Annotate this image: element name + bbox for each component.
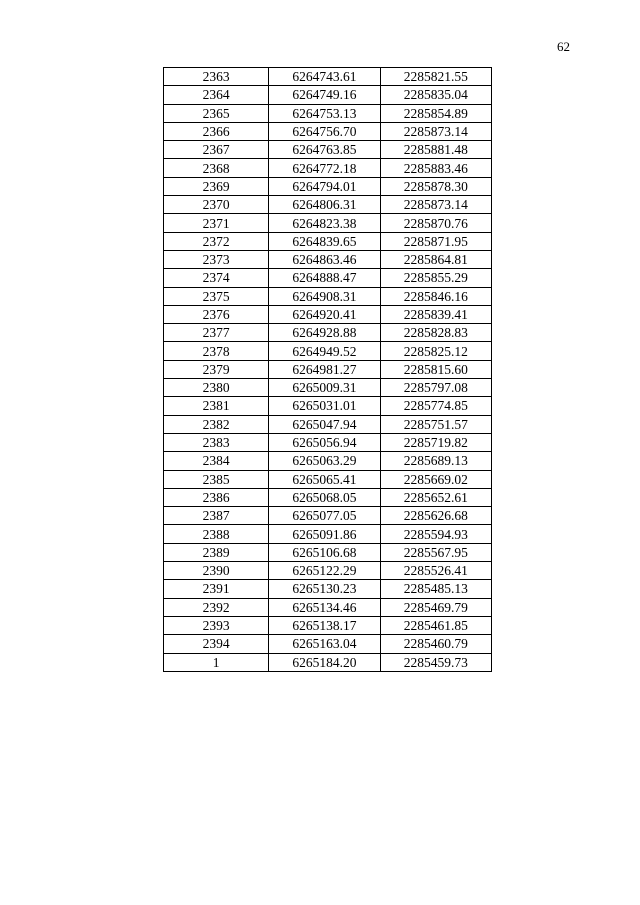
table-row: [164, 122, 492, 140]
table-row: [164, 470, 492, 488]
table-row: [164, 507, 492, 525]
x-coordinate-cell: 6264908.31: [269, 287, 380, 305]
x-coordinate-cell: 6264806.31: [269, 196, 380, 214]
y-coordinate-cell: 2285460.79: [380, 635, 491, 653]
x-coordinate-cell: 6265134.46: [269, 598, 380, 616]
table-row: [164, 159, 492, 177]
y-coordinate-cell: 2285485.13: [380, 580, 491, 598]
y-coordinate-cell: 2285669.02: [380, 470, 491, 488]
x-coordinate-cell: 6265077.05: [269, 507, 380, 525]
point-number-cell: 2389: [164, 543, 269, 561]
point-number-cell: 1: [164, 653, 269, 671]
point-number-cell: 2384: [164, 452, 269, 470]
table-row: [164, 525, 492, 543]
point-number-cell: 2366: [164, 122, 269, 140]
x-coordinate-cell: 6264823.38: [269, 214, 380, 232]
y-coordinate-cell: 2285652.61: [380, 488, 491, 506]
table-row: [164, 214, 492, 232]
point-number-cell: 2377: [164, 324, 269, 342]
page-number: 62: [557, 39, 570, 54]
x-coordinate-cell: 6265122.29: [269, 562, 380, 580]
y-coordinate-cell: 2285878.30: [380, 177, 491, 195]
x-coordinate-cell: 6265009.31: [269, 379, 380, 397]
point-number-cell: 2371: [164, 214, 269, 232]
table-row: [164, 562, 492, 580]
point-number-cell: 2372: [164, 232, 269, 250]
table-row: [164, 196, 492, 214]
x-coordinate-cell: 6265091.86: [269, 525, 380, 543]
table-row: [164, 415, 492, 433]
x-coordinate-cell: 6264863.46: [269, 250, 380, 268]
table-row: [164, 250, 492, 268]
x-coordinate-cell: 6264888.47: [269, 269, 380, 287]
point-number-cell: 2385: [164, 470, 269, 488]
y-coordinate-cell: 2285751.57: [380, 415, 491, 433]
x-coordinate-cell: 6264772.18: [269, 159, 380, 177]
point-number-cell: 2391: [164, 580, 269, 598]
x-coordinate-cell: 6264949.52: [269, 342, 380, 360]
point-number-cell: 2375: [164, 287, 269, 305]
y-coordinate-cell: 2285821.55: [380, 68, 491, 86]
point-number-cell: 2390: [164, 562, 269, 580]
y-coordinate-cell: 2285873.14: [380, 196, 491, 214]
table-row: [164, 433, 492, 451]
table-row: [164, 635, 492, 653]
x-coordinate-cell: 6265184.20: [269, 653, 380, 671]
table-row: [164, 653, 492, 671]
y-coordinate-cell: 2285594.93: [380, 525, 491, 543]
point-number-cell: 2373: [164, 250, 269, 268]
table-row: [164, 269, 492, 287]
table-row: [164, 177, 492, 195]
y-coordinate-cell: 2285461.85: [380, 616, 491, 634]
x-coordinate-cell: 6265047.94: [269, 415, 380, 433]
x-coordinate-cell: 6264753.13: [269, 104, 380, 122]
y-coordinate-cell: 2285881.48: [380, 141, 491, 159]
x-coordinate-cell: 6264794.01: [269, 177, 380, 195]
table-row: [164, 324, 492, 342]
point-number-cell: 2369: [164, 177, 269, 195]
table-row: [164, 104, 492, 122]
y-coordinate-cell: 2285846.16: [380, 287, 491, 305]
y-coordinate-cell: 2285774.85: [380, 397, 491, 415]
point-number-cell: 2394: [164, 635, 269, 653]
y-coordinate-cell: 2285873.14: [380, 122, 491, 140]
point-number-cell: 2382: [164, 415, 269, 433]
point-number-cell: 2386: [164, 488, 269, 506]
table-row: [164, 287, 492, 305]
point-number-cell: 2380: [164, 379, 269, 397]
point-number-cell: 2379: [164, 360, 269, 378]
point-number-cell: 2387: [164, 507, 269, 525]
point-number-cell: 2392: [164, 598, 269, 616]
y-coordinate-cell: 2285526.41: [380, 562, 491, 580]
point-number-cell: 2381: [164, 397, 269, 415]
table-row: [164, 580, 492, 598]
y-coordinate-cell: 2285835.04: [380, 86, 491, 104]
x-coordinate-cell: 6264920.41: [269, 305, 380, 323]
point-number-cell: 2378: [164, 342, 269, 360]
x-coordinate-cell: 6264749.16: [269, 86, 380, 104]
y-coordinate-cell: 2285815.60: [380, 360, 491, 378]
x-coordinate-cell: 6265065.41: [269, 470, 380, 488]
table-row: [164, 452, 492, 470]
y-coordinate-cell: 2285883.46: [380, 159, 491, 177]
y-coordinate-cell: 2285855.29: [380, 269, 491, 287]
table-row: [164, 616, 492, 634]
table-row: [164, 598, 492, 616]
y-coordinate-cell: 2285797.08: [380, 379, 491, 397]
x-coordinate-cell: 6264981.27: [269, 360, 380, 378]
x-coordinate-cell: 6264743.61: [269, 68, 380, 86]
table-row: [164, 232, 492, 250]
point-number-cell: 2370: [164, 196, 269, 214]
table-row: [164, 488, 492, 506]
point-number-cell: 2367: [164, 141, 269, 159]
y-coordinate-cell: 2285567.95: [380, 543, 491, 561]
x-coordinate-cell: 6265106.68: [269, 543, 380, 561]
y-coordinate-cell: 2285719.82: [380, 433, 491, 451]
x-coordinate-cell: 6265068.05: [269, 488, 380, 506]
x-coordinate-cell: 6265063.29: [269, 452, 380, 470]
y-coordinate-cell: 2285626.68: [380, 507, 491, 525]
point-number-cell: 2388: [164, 525, 269, 543]
table-row: [164, 397, 492, 415]
point-number-cell: 2383: [164, 433, 269, 451]
x-coordinate-cell: 6265138.17: [269, 616, 380, 634]
x-coordinate-cell: 6265130.23: [269, 580, 380, 598]
point-number-cell: 2393: [164, 616, 269, 634]
table-row: [164, 141, 492, 159]
y-coordinate-cell: 2285839.41: [380, 305, 491, 323]
table-row: [164, 342, 492, 360]
y-coordinate-cell: 2285854.89: [380, 104, 491, 122]
x-coordinate-cell: 6264839.65: [269, 232, 380, 250]
table-row: [164, 86, 492, 104]
x-coordinate-cell: 6264928.88: [269, 324, 380, 342]
point-number-cell: 2368: [164, 159, 269, 177]
y-coordinate-cell: 2285689.13: [380, 452, 491, 470]
x-coordinate-cell: 6264763.85: [269, 141, 380, 159]
x-coordinate-cell: 6264756.70: [269, 122, 380, 140]
y-coordinate-cell: 2285828.83: [380, 324, 491, 342]
table-row: [164, 360, 492, 378]
point-number-cell: 2364: [164, 86, 269, 104]
x-coordinate-cell: 6265031.01: [269, 397, 380, 415]
y-coordinate-cell: 2285870.76: [380, 214, 491, 232]
point-number-cell: 2363: [164, 68, 269, 86]
table-row: [164, 543, 492, 561]
point-number-cell: 2365: [164, 104, 269, 122]
table-row: [164, 68, 492, 86]
point-number-cell: 2376: [164, 305, 269, 323]
y-coordinate-cell: 2285864.81: [380, 250, 491, 268]
coordinates-table: [163, 67, 492, 672]
y-coordinate-cell: 2285459.73: [380, 653, 491, 671]
point-number-cell: 2374: [164, 269, 269, 287]
y-coordinate-cell: 2285871.95: [380, 232, 491, 250]
y-coordinate-cell: 2285469.79: [380, 598, 491, 616]
coordinates-table-body: [164, 68, 492, 672]
table-row: [164, 379, 492, 397]
x-coordinate-cell: 6265056.94: [269, 433, 380, 451]
y-coordinate-cell: 2285825.12: [380, 342, 491, 360]
x-coordinate-cell: 6265163.04: [269, 635, 380, 653]
table-row: [164, 305, 492, 323]
